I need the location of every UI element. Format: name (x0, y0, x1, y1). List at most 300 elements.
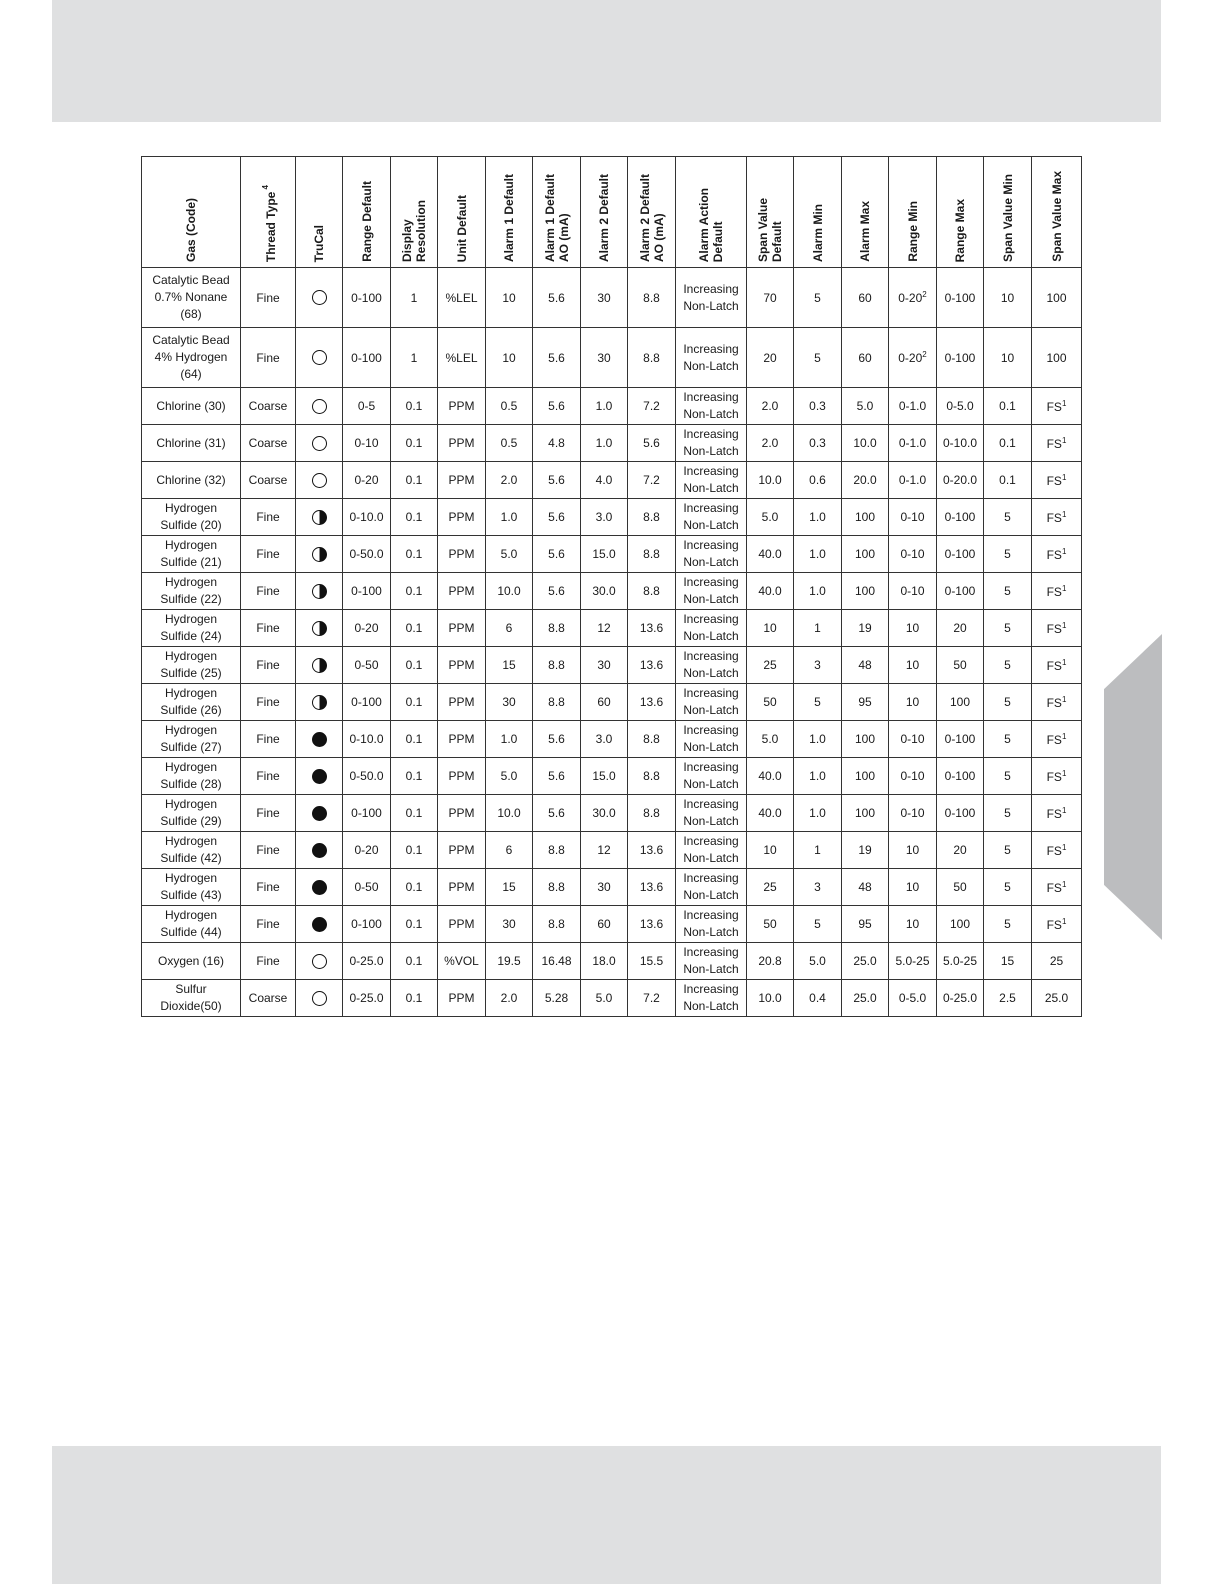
footnote-marker: 1 (1061, 546, 1067, 556)
cell-text: 0.1 (999, 399, 1016, 413)
footnote-marker: 1 (1061, 731, 1067, 741)
cell-range-min (889, 536, 937, 573)
cell-text: 10 (905, 880, 920, 894)
column-header (296, 157, 343, 268)
cell-a1-ao (533, 536, 581, 573)
footnote-marker: 4 (260, 184, 270, 192)
cell-a2-ao (628, 980, 676, 1017)
cell-text: 1.0 (595, 436, 613, 450)
cell-alarm-min (794, 943, 842, 980)
cell-text: 0-10.0 (349, 732, 384, 746)
cell-text: 5.6 (548, 473, 565, 487)
cell-text: Coarse (248, 436, 288, 450)
cell-resolution (391, 610, 438, 647)
cell-span-max (1032, 536, 1082, 573)
cell-span-max (1032, 647, 1082, 684)
cell-text: Increasing Non-Latch (683, 649, 739, 680)
cell-text: 5.6 (548, 547, 565, 561)
cell-text: 0.1 (405, 806, 423, 820)
trucal-empty-circle-icon (312, 290, 327, 305)
cell-range-max (937, 328, 984, 388)
cell-resolution (391, 980, 438, 1017)
cell-trucal (296, 832, 343, 869)
footnote-marker: 1 (1061, 916, 1067, 926)
cell-a2-ao (628, 610, 676, 647)
table-row (142, 869, 1082, 906)
cell-thread (241, 758, 296, 795)
cell-a2 (581, 980, 628, 1017)
column-header (581, 157, 628, 268)
column-header-label: Gas (Code) (184, 197, 198, 262)
column-header (794, 157, 842, 268)
cell-text: 1.0 (595, 399, 613, 413)
cell-text: 5 (1004, 769, 1011, 783)
cell-range-min (889, 425, 937, 462)
cell-span (747, 328, 794, 388)
cell-thread (241, 906, 296, 943)
cell-range-max (937, 980, 984, 1017)
cell-text: FS (1046, 880, 1062, 895)
cell-unit (438, 684, 486, 721)
cell-a1-ao (533, 721, 581, 758)
cell-text: 0-5.0 (946, 399, 974, 413)
cell-unit (438, 943, 486, 980)
cell-text: 13.6 (639, 695, 664, 709)
cell-text: 0-100 (351, 584, 382, 598)
cell-text: 20.0 (853, 473, 877, 487)
cell-text: PPM (448, 843, 475, 857)
cell-text: 13.6 (639, 880, 664, 894)
cell-text: 0.1 (405, 954, 423, 968)
cell-trucal (296, 906, 343, 943)
cell-a2-ao (628, 943, 676, 980)
cell-range-default (343, 943, 391, 980)
cell-a2-ao (628, 832, 676, 869)
cell-alarm-max (842, 758, 889, 795)
cell-text: 20 (763, 350, 777, 365)
cell-text: 0.1 (405, 917, 423, 931)
cell-text: 0.1 (405, 399, 423, 413)
cell-alarm-min (794, 536, 842, 573)
cell-range-max (937, 684, 984, 721)
cell-resolution (391, 795, 438, 832)
cell-text: 25.0 (1044, 991, 1069, 1005)
cell-text: PPM (448, 399, 475, 413)
cell-text: 30 (597, 658, 611, 672)
cell-text: PPM (448, 695, 475, 709)
column-header-label: Alarm 2 Default AO (mA) (637, 173, 666, 262)
cell-text: FS (1046, 917, 1062, 932)
cell-text: 2.0 (500, 991, 518, 1005)
cell-text: 5.6 (548, 510, 565, 524)
cell-text: PPM (448, 806, 475, 820)
cell-text: Catalytic Bead 0.7% Nonane (68) (152, 273, 230, 321)
cell-gas (142, 795, 241, 832)
cell-action (676, 758, 747, 795)
cell-text: 5.6 (548, 290, 565, 305)
cell-alarm-min (794, 328, 842, 388)
cell-text: 10.0 (853, 436, 877, 450)
cell-text: FS (1046, 547, 1062, 562)
footnote-marker: 1 (1061, 583, 1067, 593)
cell-text: Increasing Non-Latch (683, 834, 739, 865)
cell-a1-ao (533, 388, 581, 425)
cell-text: 100 (949, 917, 971, 931)
cell-a2 (581, 573, 628, 610)
cell-trucal (296, 268, 343, 328)
cell-text: 0-100 (944, 290, 976, 305)
table-row (142, 943, 1082, 980)
cell-trucal (296, 388, 343, 425)
cell-a1 (486, 721, 533, 758)
cell-span (747, 758, 794, 795)
column-header (747, 157, 794, 268)
cell-text: 25 (763, 658, 777, 672)
cell-a1 (486, 795, 533, 832)
cell-span-max (1032, 906, 1082, 943)
cell-a2-ao (628, 721, 676, 758)
cell-text: 0-100 (351, 806, 382, 820)
cell-text: PPM (448, 658, 475, 672)
table-row (142, 610, 1082, 647)
cell-a2-ao (628, 328, 676, 388)
cell-span-min (984, 328, 1032, 388)
cell-text: 0-50 (354, 880, 379, 894)
cell-text: 8.8 (548, 843, 565, 857)
cell-thread (241, 462, 296, 499)
cell-a1 (486, 462, 533, 499)
cell-unit (438, 832, 486, 869)
cell-text: 0-100 (351, 917, 382, 931)
cell-a2-ao (628, 869, 676, 906)
cell-thread (241, 795, 296, 832)
column-header (984, 157, 1032, 268)
cell-range-min (889, 268, 937, 328)
cell-action (676, 980, 747, 1017)
cell-range-max (937, 268, 984, 328)
cell-gas (142, 758, 241, 795)
cell-a2 (581, 684, 628, 721)
cell-text: Coarse (248, 991, 288, 1005)
cell-span (747, 832, 794, 869)
cell-span-max (1032, 832, 1082, 869)
cell-a1 (486, 832, 533, 869)
cell-a2-ao (628, 573, 676, 610)
cell-a2-ao (628, 499, 676, 536)
cell-text: 20.8 (758, 954, 782, 968)
cell-resolution (391, 647, 438, 684)
cell-text: 40.0 (758, 584, 782, 598)
cell-unit (438, 869, 486, 906)
cell-alarm-min (794, 573, 842, 610)
cell-action (676, 573, 747, 610)
cell-span (747, 980, 794, 1017)
cell-text: 0.1 (405, 732, 423, 746)
cell-text: 95 (858, 917, 872, 931)
table-row (142, 647, 1082, 684)
cell-text: Chlorine (30) (156, 398, 226, 413)
cell-text: 3 (814, 658, 821, 672)
cell-text: 5 (1004, 917, 1011, 931)
cell-text: FS (1046, 436, 1062, 451)
cell-text: 50 (763, 917, 777, 931)
cell-text: 5.6 (548, 732, 565, 746)
cell-alarm-min (794, 499, 842, 536)
cell-action (676, 943, 747, 980)
cell-text: 0-10 (354, 436, 379, 450)
cell-text: 10.0 (497, 806, 521, 820)
cell-text: 8.8 (643, 290, 660, 305)
header-row (142, 157, 1082, 268)
cell-span-min (984, 388, 1032, 425)
cell-text: 8.8 (548, 695, 565, 709)
cell-trucal (296, 462, 343, 499)
cell-text: 0.1 (405, 510, 423, 524)
cell-trucal (296, 425, 343, 462)
footer-band (52, 1446, 1161, 1584)
cell-a1-ao (533, 499, 581, 536)
cell-resolution (391, 536, 438, 573)
trucal-empty-circle-icon (312, 954, 327, 969)
cell-a1-ao (533, 832, 581, 869)
cell-range-max (937, 573, 984, 610)
cell-text: 0.5 (500, 436, 518, 450)
cell-text: Hydrogen Sulfide (21) (160, 538, 222, 569)
cell-range-min (889, 869, 937, 906)
cell-span-min (984, 536, 1032, 573)
cell-text: 30 (502, 917, 516, 931)
cell-resolution (391, 388, 438, 425)
cell-text: Increasing Non-Latch (683, 871, 739, 902)
cell-gas (142, 721, 241, 758)
column-header-label: Display Resolution (400, 200, 428, 262)
cell-text: 0.5 (500, 399, 518, 413)
cell-text: 1.0 (500, 732, 518, 746)
column-header (676, 157, 747, 268)
cell-text: 95 (858, 695, 872, 709)
trucal-empty-circle-icon (312, 436, 327, 451)
cell-text: 60 (597, 917, 611, 931)
cell-a2 (581, 943, 628, 980)
cell-a1 (486, 499, 533, 536)
cell-span-max (1032, 684, 1082, 721)
cell-range-default (343, 499, 391, 536)
column-header-label: Alarm Min (810, 203, 825, 262)
cell-text: 0-100 (944, 584, 976, 598)
cell-text: 3.0 (595, 732, 613, 746)
cell-range-min (889, 610, 937, 647)
cell-text: 10 (1000, 350, 1015, 365)
footnote-marker: 1 (1061, 472, 1067, 482)
cell-thread (241, 610, 296, 647)
cell-alarm-max (842, 906, 889, 943)
column-header-label: Span Value Max (1049, 171, 1064, 262)
cell-span-min (984, 758, 1032, 795)
column-header-label: Alarm Action Default (697, 187, 725, 262)
cell-text: 12 (597, 621, 611, 635)
cell-text: 0-20 (354, 621, 379, 635)
cell-range-max (937, 721, 984, 758)
cell-text: 60 (858, 290, 872, 305)
cell-text: 5.6 (548, 769, 565, 783)
cell-gas (142, 610, 241, 647)
table-row (142, 721, 1082, 758)
cell-text: 50 (953, 658, 967, 672)
cell-text: 13.6 (639, 843, 664, 857)
cell-trucal (296, 328, 343, 388)
column-header (391, 157, 438, 268)
cell-resolution (391, 758, 438, 795)
cell-text: 0-25.0 (942, 991, 978, 1005)
cell-action (676, 268, 747, 328)
cell-a1-ao (533, 268, 581, 328)
cell-text: 30 (597, 290, 611, 305)
cell-alarm-max (842, 647, 889, 684)
cell-a2 (581, 721, 628, 758)
trucal-half-circle-icon (312, 547, 327, 562)
cell-alarm-min (794, 462, 842, 499)
cell-text: Hydrogen Sulfide (44) (160, 908, 222, 939)
cell-text: 4.8 (548, 436, 565, 450)
cell-range-default (343, 980, 391, 1017)
cell-a1 (486, 268, 533, 328)
cell-text: FS (1046, 769, 1062, 784)
cell-span-min (984, 647, 1032, 684)
cell-text: %LEL (445, 290, 478, 305)
cell-text: Hydrogen Sulfide (20) (160, 501, 222, 532)
cell-span-min (984, 832, 1032, 869)
cell-text: Fine (256, 584, 280, 598)
cell-a1-ao (533, 758, 581, 795)
cell-a1-ao (533, 462, 581, 499)
cell-text: 10 (763, 621, 777, 635)
cell-text: Hydrogen Sulfide (24) (160, 612, 222, 643)
cell-text: FS (1046, 658, 1062, 673)
cell-text: 5 (1004, 806, 1011, 820)
cell-unit (438, 980, 486, 1017)
trucal-full-circle-icon (312, 880, 327, 895)
cell-trucal (296, 536, 343, 573)
cell-span-max (1032, 425, 1082, 462)
cell-range-min (889, 462, 937, 499)
table-row (142, 980, 1082, 1017)
cell-action (676, 388, 747, 425)
cell-text: 10 (502, 290, 516, 305)
cell-text: Increasing Non-Latch (683, 281, 739, 313)
cell-text: Increasing Non-Latch (683, 982, 739, 1013)
cell-span (747, 869, 794, 906)
cell-span-max (1032, 462, 1082, 499)
cell-a1-ao (533, 425, 581, 462)
cell-span-min (984, 573, 1032, 610)
cell-text: 2.5 (999, 991, 1016, 1005)
cell-text: 48 (858, 658, 872, 672)
cell-range-min (889, 647, 937, 684)
column-header-label: Alarm 1 Default AO (mA) (542, 173, 571, 262)
cell-action (676, 328, 747, 388)
cell-range-min (889, 573, 937, 610)
cell-text: 5.28 (544, 991, 569, 1005)
footnote-marker: 1 (1061, 805, 1067, 815)
column-header (241, 157, 296, 268)
cell-range-min (889, 943, 937, 980)
cell-text: 0-1.0 (898, 436, 927, 450)
footnote-marker: 1 (1061, 879, 1067, 889)
cell-range-max (937, 536, 984, 573)
cell-gas (142, 536, 241, 573)
footnote-marker: 1 (1061, 657, 1067, 667)
cell-range-default (343, 832, 391, 869)
cell-text: 0-100 (944, 547, 976, 561)
cell-span-max (1032, 758, 1082, 795)
cell-unit (438, 721, 486, 758)
cell-span (747, 684, 794, 721)
cell-text: Increasing Non-Latch (683, 908, 739, 939)
cell-text: Hydrogen Sulfide (22) (160, 575, 222, 606)
cell-text: 70 (763, 290, 777, 305)
cell-span (747, 462, 794, 499)
table-row (142, 832, 1082, 869)
cell-text: 0-100 (944, 732, 976, 746)
cell-text: Increasing Non-Latch (683, 501, 739, 532)
cell-text: Fine (256, 769, 280, 783)
cell-range-max (937, 832, 984, 869)
cell-span-min (984, 499, 1032, 536)
cell-span-min (984, 795, 1032, 832)
cell-a2 (581, 647, 628, 684)
column-header (142, 157, 241, 268)
cell-a2 (581, 832, 628, 869)
cell-text: Coarse (248, 473, 288, 487)
cell-alarm-max (842, 499, 889, 536)
cell-gas (142, 499, 241, 536)
cell-thread (241, 536, 296, 573)
cell-text: 0.1 (405, 436, 423, 450)
cell-gas (142, 573, 241, 610)
cell-text: 0-10 (900, 769, 925, 783)
cell-a1-ao (533, 610, 581, 647)
cell-text: 0.4 (809, 991, 826, 1005)
cell-alarm-min (794, 610, 842, 647)
cell-text: 0-50.0 (349, 547, 384, 561)
cell-text: 0.1 (405, 880, 423, 894)
cell-action (676, 425, 747, 462)
cell-thread (241, 573, 296, 610)
cell-range-min (889, 684, 937, 721)
cell-text: 0.1 (405, 658, 423, 672)
cell-text: 5 (814, 350, 821, 365)
cell-alarm-min (794, 795, 842, 832)
cell-unit (438, 328, 486, 388)
cell-text: Fine (256, 350, 280, 365)
cell-text: 0-10 (900, 510, 925, 524)
cell-text: 5.6 (548, 350, 565, 365)
cell-action (676, 869, 747, 906)
cell-text: 5.0 (809, 954, 826, 968)
cell-action (676, 610, 747, 647)
cell-text: 100 (949, 695, 971, 709)
cell-text: 5.0-25 (942, 954, 978, 968)
cell-range-default (343, 573, 391, 610)
footnote-marker: 1 (1061, 398, 1067, 408)
cell-range-max (937, 388, 984, 425)
cell-text: 0-20 (354, 843, 379, 857)
header-band (52, 0, 1161, 122)
cell-a2 (581, 328, 628, 388)
table-row (142, 536, 1082, 573)
cell-a2 (581, 425, 628, 462)
cell-text: Increasing Non-Latch (683, 390, 739, 421)
